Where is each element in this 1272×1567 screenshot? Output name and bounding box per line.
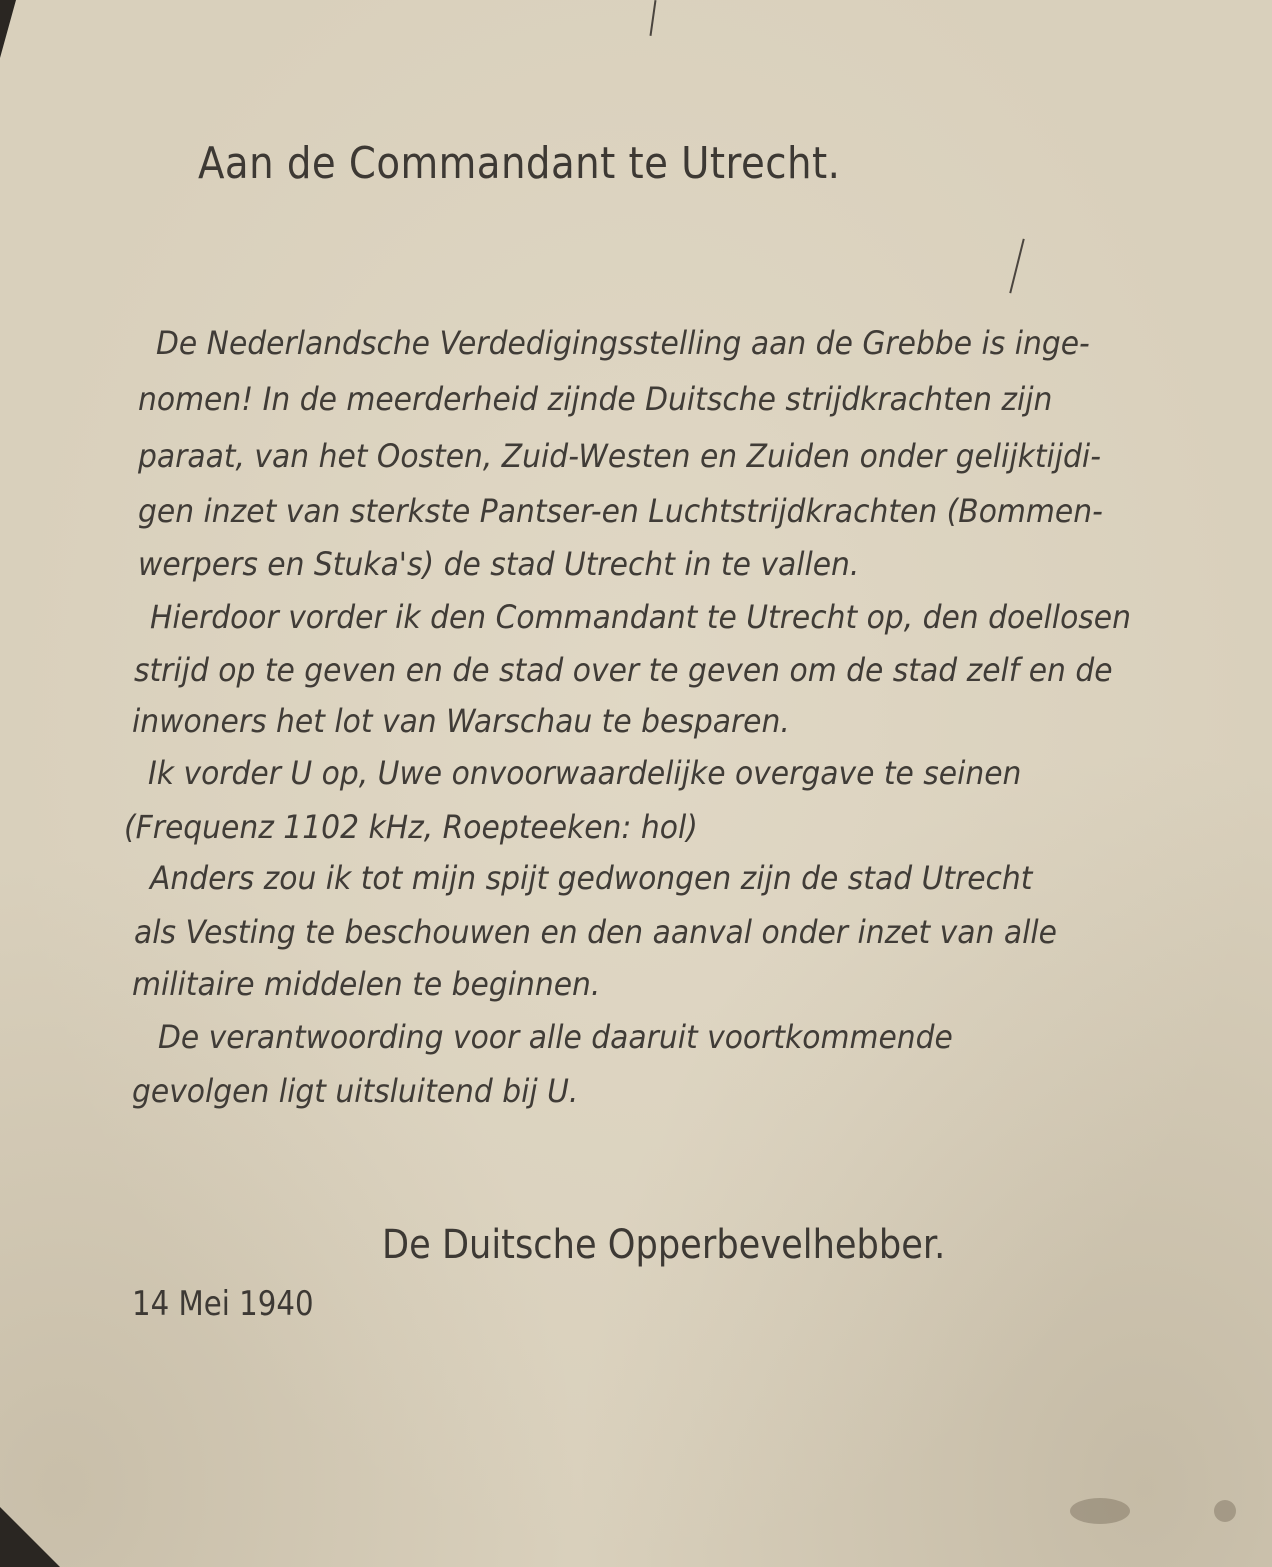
body-line: Ik vorder U op, Uwe onvoorwaardelijke overgave te seinen [148,754,1022,792]
letter-date: 14 Mei 1940 [132,1284,314,1324]
body-line: paraat, van het Oosten, Zuid-Westen en Zuiden onder gelijktijdi- [138,437,1101,475]
body-line: nomen! In de meerderheid zijnde Duitsche strijdkrachten zijn [138,380,1053,418]
body-line: inwoners het lot van Warschau te besparen. [132,702,790,740]
body-line: gen inzet van sterkste Pantser-en Luchtstrijdkrachten (Bommen- [138,492,1103,530]
signature-line: De Duitsche Opperbevelhebber. [382,1222,946,1268]
body-line: als Vesting te beschouwen en den aanval onder inzet van alle [134,913,1057,951]
body-line: (Frequenz 1102 kHz, Roepteeken: hol) [124,808,698,846]
body-line: Anders zou ik tot mijn spijt gedwongen zijn de stad Utrecht [150,859,1033,897]
stain-mark [1214,1500,1236,1522]
stain-mark [1070,1498,1130,1524]
body-line: strijd op te geven en de stad over te geven om de stad zelf en de [134,651,1113,689]
pencil-mark [650,0,657,36]
body-line: De Nederlandsche Verdedigingsstelling aan de Grebbe is inge- [156,324,1090,362]
torn-corner-bottom-left [0,1507,60,1567]
body-line: Hierdoor vorder ik den Commandant te Utrecht op, den doellosen [150,598,1131,636]
pencil-mark [1009,239,1024,294]
body-line: De verantwoording voor alle daaruit voortkommende [158,1018,953,1056]
body-line: militaire middelen te beginnen. [132,965,601,1003]
letter-heading: Aan de Commandant te Utrecht. [198,138,841,189]
body-line: gevolgen ligt uitsluitend bij U. [132,1072,579,1110]
torn-corner-top-left [0,0,16,58]
body-line: werpers en Stuka's) de stad Utrecht in te vallen. [138,545,860,583]
